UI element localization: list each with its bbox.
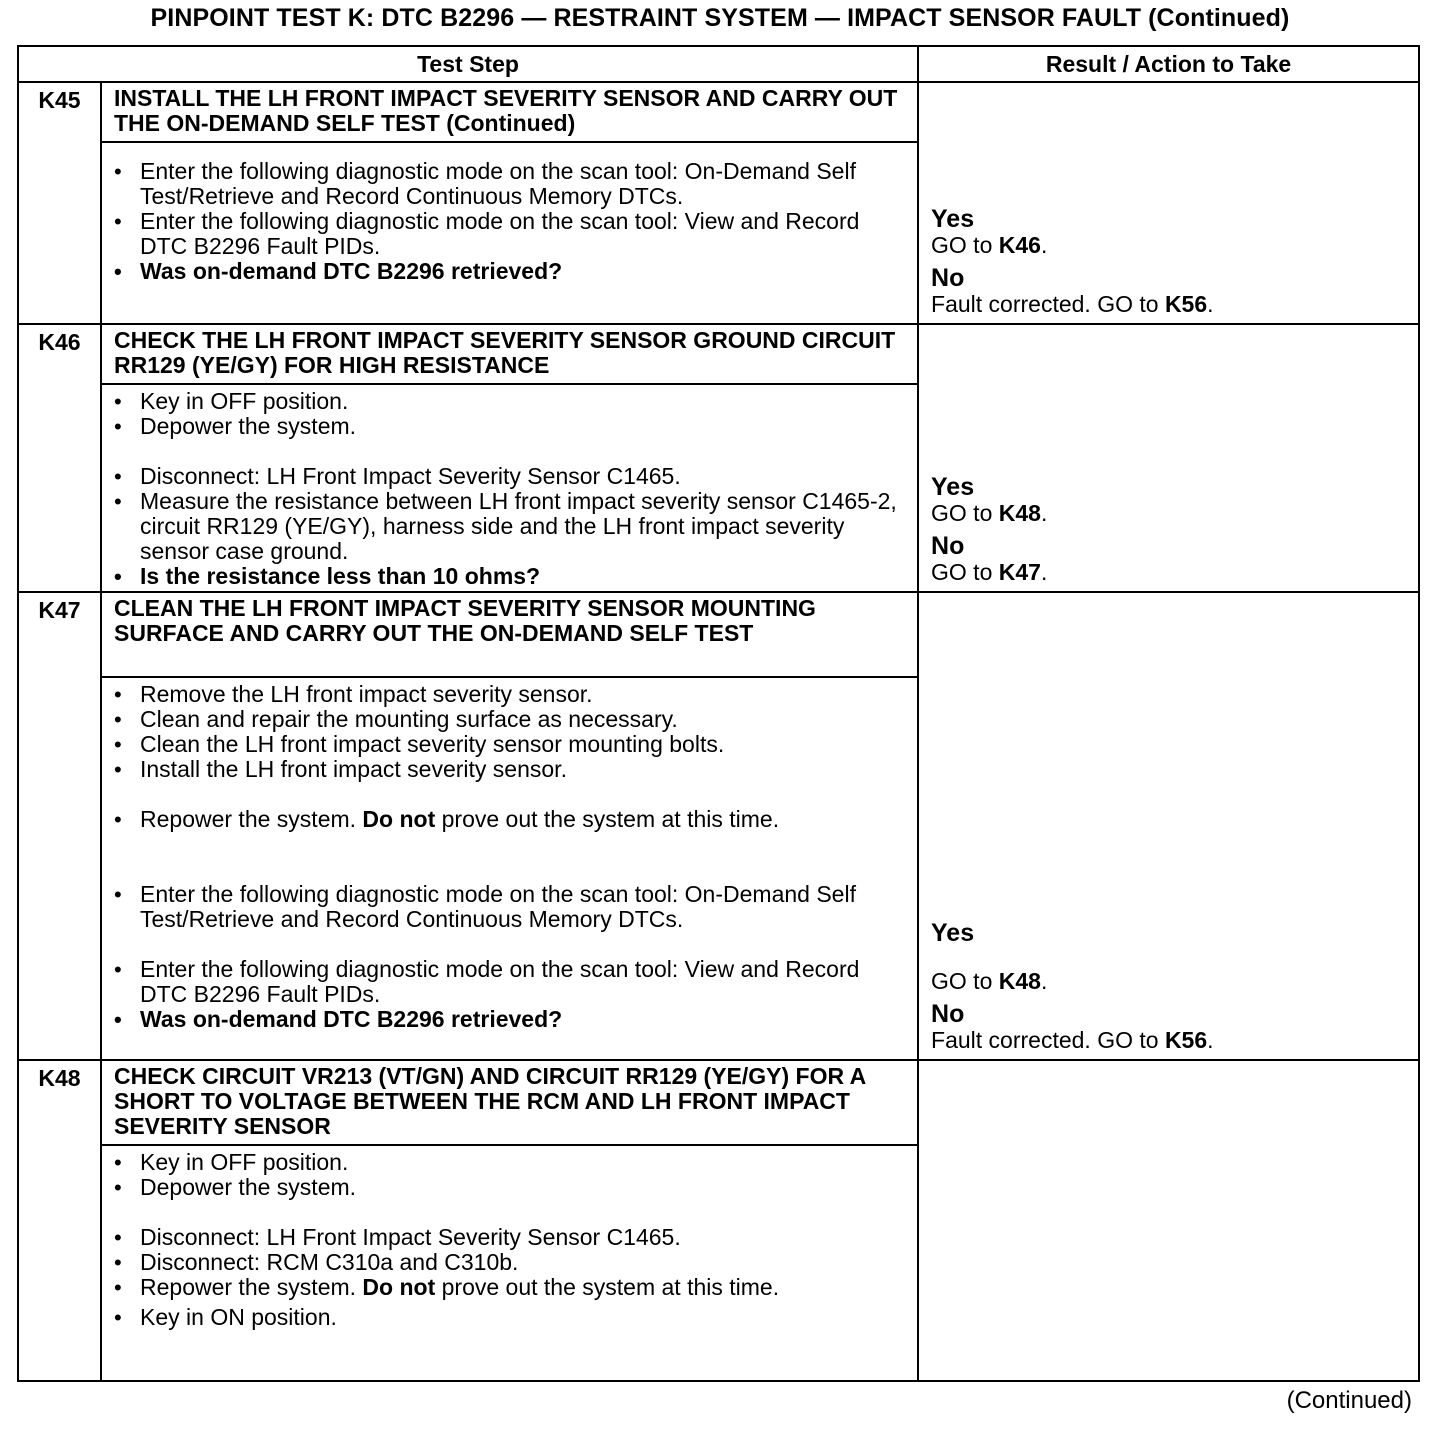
yes-action: GO to K48. [931,968,1048,994]
list-item: • Install the LH front impact severity sensor. [114,757,909,782]
step-heading: INSTALL THE LH FRONT IMPACT SEVERITY SENSOR AND CARRY OUT THE ON-DEMAND SELF TEST (Continued) [101,82,918,142]
yes-label: Yes [931,473,975,501]
list-item: • Was on-demand DTC B2296 retrieved? [114,1007,909,1032]
no-action: Fault corrected. GO to K56. [931,291,1214,317]
list-item: • Is the resistance less than 10 ohms? [114,564,909,589]
list-item: • Enter the following diagnostic mode on the scan tool: View and Record DTC B2296 Fault PIDs. [114,957,909,1007]
step-id: K48 [18,1060,101,1145]
list-item: • Was on-demand DTC B2296 retrieved? [114,259,909,284]
list-item: • Remove the LH front impact severity sensor. [114,682,909,707]
list-item: • Clean and repair the mounting surface as necessary. [114,707,909,732]
list-item: • Depower the system. [114,414,909,439]
yes-label: Yes [931,205,975,233]
list-item: • Key in ON position. [114,1305,909,1330]
pinpoint-test-table [17,45,1420,1382]
no-action: Fault corrected. GO to K56. [931,1027,1214,1053]
list-item: • Measure the resistance between LH front impact severity sensor C1465-2, circuit RR129 (YE/GY), harness side and the LH front impact severity sensor case ground. [114,489,909,564]
step-header-row [18,82,1419,142]
continued-note: (Continued) [1286,1387,1412,1414]
step-header-row [18,1060,1419,1145]
yes-label: Yes [931,919,975,947]
list-item: • Disconnect: RCM C310a and C310b. [114,1250,909,1275]
column-header-test-step: Test Step [18,46,918,82]
step-id: K47 [18,592,101,677]
yes-action: GO to K48. [931,500,1048,526]
list-item: • Disconnect: LH Front Impact Severity Sensor C1465. [114,464,909,489]
step-instructions [101,1145,918,1381]
step-heading: CHECK THE LH FRONT IMPACT SEVERITY SENSOR GROUND CIRCUIT RR129 (YE/GY) FOR HIGH RESISTANCE [101,324,918,384]
step-result [918,592,1419,1060]
step-instructions [101,384,918,592]
column-header-result: Result / Action to Take [918,46,1419,82]
step-instructions [101,142,918,324]
step-result [918,1060,1419,1381]
list-item: • Clean the LH front impact severity sensor mounting bolts. [114,732,909,757]
no-label: No [931,532,965,560]
step-heading: CHECK CIRCUIT VR213 (VT/GN) AND CIRCUIT RR129 (YE/GY) FOR A SHORT TO VOLTAGE BETWEEN THE RCM AND LH FRONT IMPACT SEVERITY SENSOR [101,1060,918,1145]
yes-action: GO to K46. [931,232,1048,258]
step-header-row [18,592,1419,677]
step-id: K46 [18,324,101,384]
list-item: • Repower the system. Do not prove out the system at this time. [114,1275,909,1300]
step-result [918,324,1419,592]
no-label: No [931,264,965,292]
list-item: • Enter the following diagnostic mode on the scan tool: On-Demand Self Test/Retrieve and Record Continuous Memory DTCs. [114,159,909,209]
list-item: • Key in OFF position. [114,1150,909,1175]
table-header-row [18,46,1419,82]
list-item: • Disconnect: LH Front Impact Severity Sensor C1465. [114,1225,909,1250]
step-result [918,82,1419,324]
no-action: GO to K47. [931,559,1048,585]
step-instructions [101,677,918,1060]
list-item: • Key in OFF position. [114,389,909,414]
list-item: • Enter the following diagnostic mode on the scan tool: View and Record DTC B2296 Fault PIDs. [114,209,909,259]
page-title: PINPOINT TEST K: DTC B2296 — RESTRAINT SYSTEM — IMPACT SENSOR FAULT (Continued) [150,4,1290,32]
list-item: • Enter the following diagnostic mode on the scan tool: On-Demand Self Test/Retrieve and Record Continuous Memory DTCs. [114,882,909,932]
step-heading: CLEAN THE LH FRONT IMPACT SEVERITY SENSOR MOUNTING SURFACE AND CARRY OUT THE ON-DEMAND SELF TEST [101,592,918,677]
list-item: • Repower the system. Do not prove out the system at this time. [114,807,909,832]
step-header-row [18,324,1419,384]
no-label: No [931,1000,965,1028]
list-item: • Depower the system. [114,1175,909,1200]
step-id: K45 [18,82,101,142]
